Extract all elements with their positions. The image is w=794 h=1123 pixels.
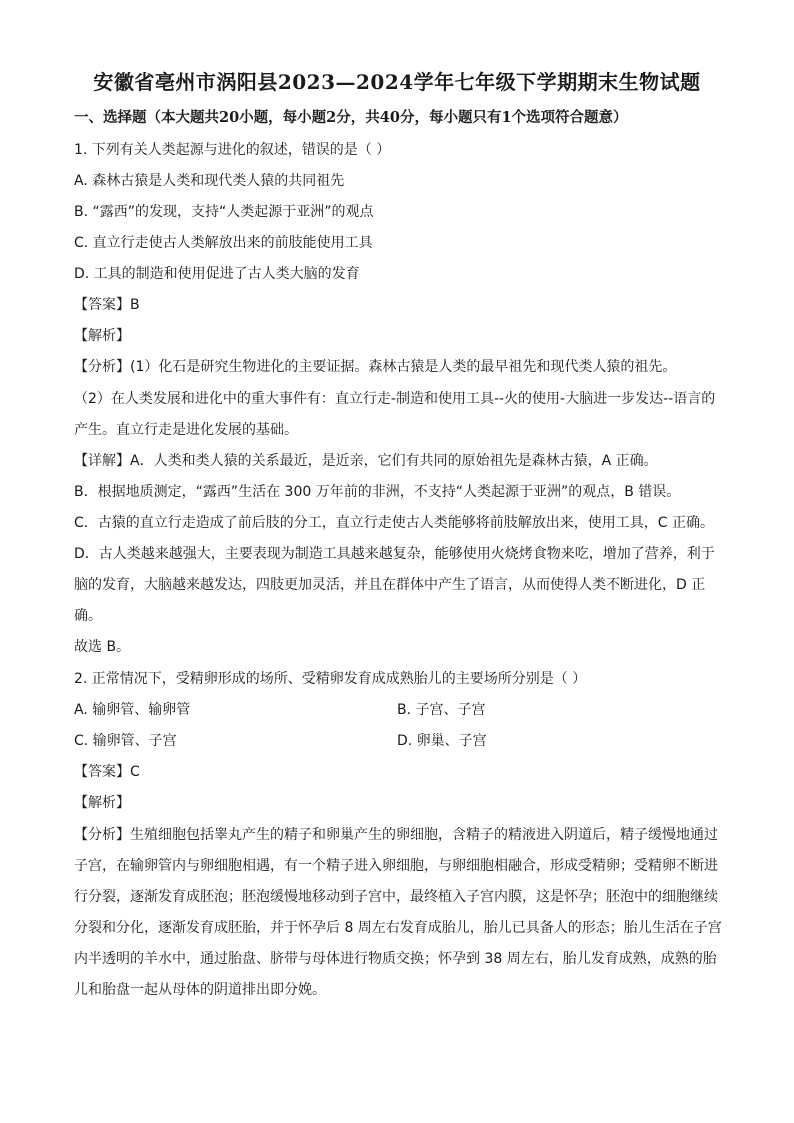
q1-conclusion: 故选 B。: [74, 639, 131, 655]
q2-option-b: B. 子宫、子宫: [397, 702, 486, 718]
q1-detail-line: 确。: [74, 608, 102, 624]
q2-option-a: A. 输卵管、输卵管: [74, 702, 191, 718]
q2-option-c: C. 输卵管、子宫: [74, 733, 177, 749]
q2-answer: 【答案】C: [74, 764, 140, 780]
q1-option-c: C. 直立行走使古人类解放出来的前肢能使用工具: [74, 235, 373, 251]
question-1-stem: 1. 下列有关人类起源与进化的叙述，错误的是（ ）: [74, 142, 391, 158]
q2-analysis-line: 【分析】生殖细胞包括睾丸产生的精子和卵巢产生的卵细胞，含精子的精液进入阴道后，精子缓慢地通过: [74, 827, 718, 843]
q1-detail-line: C．古猿的直立行走造成了前后肢的分工，直立行走使古人类能够将前肢解放出来，使用工具，C 正确。: [74, 515, 714, 531]
page-title: 安徽省亳州市涡阳县2023—2024学年七年级下学期期末生物试题: [93, 70, 701, 94]
q2-option-d: D. 卵巢、子宫: [397, 733, 487, 749]
q2-analysis-line: 儿和胎盘一起从母体的阴道排出即分娩。: [74, 982, 326, 998]
q2-jiexi-label: 【解析】: [74, 795, 130, 811]
section-heading: 一、选择题（本大题共20小题，每小题2分，共40分，每小题只有1个选项符合题意）: [74, 109, 628, 126]
q1-option-a: A. 森林古猿是人类和现代类人猿的共同祖先: [74, 173, 345, 189]
q1-detail-line: 【详解】A．人类和类人猿的关系最近，是近亲，它们有共同的原始祖先是森林古猿，A 正确。: [74, 453, 658, 469]
question-2-stem: 2. 正常情况下，受精卵形成的场所、受精卵发育成成熟胎儿的主要场所分别是（ ）: [74, 671, 587, 687]
q1-analysis-line: 【分析】(1）化石是研究生物进化的主要证据。森林古猿是人类的最早祖先和现代类人猿的祖先。: [74, 359, 677, 375]
q2-analysis-line: 子宫，在输卵管内与卵细胞相遇，有一个精子进入卵细胞，与卵细胞相融合，形成受精卵；受精卵不断进: [74, 858, 718, 874]
q1-detail-line: B．根据地质测定，“露西”生活在 300 万年前的非洲，不支持“人类起源于亚洲”的观点，B 错误。: [74, 484, 681, 500]
q1-answer: 【答案】B: [74, 297, 140, 313]
q2-analysis-line: 内半透明的羊水中，通过胎盘、脐带与母体进行物质交换；怀孕到 38 周左右，胎儿发育成熟，成熟的胎: [74, 951, 717, 967]
q2-analysis-line: 行分裂，逐渐发育成胚泡；胚泡缓慢地移动到子宫中，最终植入子宫内膜，这是怀孕；胚泡中的细胞继续: [74, 889, 718, 905]
q1-option-d: D. 工具的制造和使用促进了古人类大脑的发育: [74, 266, 360, 282]
q1-jiexi-label: 【解析】: [74, 328, 130, 344]
q1-analysis-line: 产生。直立行走是进化发展的基础。: [74, 422, 298, 438]
q1-option-b: B. “露西”的发现，支持“人类起源于亚洲”的观点: [74, 204, 374, 220]
q2-analysis-line: 分裂和分化，逐渐发育成胚胎，并于怀孕后 8 周左右发育成胎儿，胎儿已具备人的形态；胎儿生活在子宫: [74, 920, 722, 936]
q1-detail-line: 脑的发育，大脑越来越发达，四肢更加灵活，并且在群体中产生了语言，从而使得人类不断进化，D 正: [74, 577, 706, 593]
q1-analysis-line: （2）在人类发展和进化中的重大事件有：直立行走-制造和使用工具--火的使用-大脑进一步发达--语言的: [74, 391, 716, 407]
q1-detail-line: D．古人类越来越强大，主要表现为制造工具越来越复杂，能够使用火烧烤食物来吃，增加了营养，利于: [74, 546, 715, 562]
